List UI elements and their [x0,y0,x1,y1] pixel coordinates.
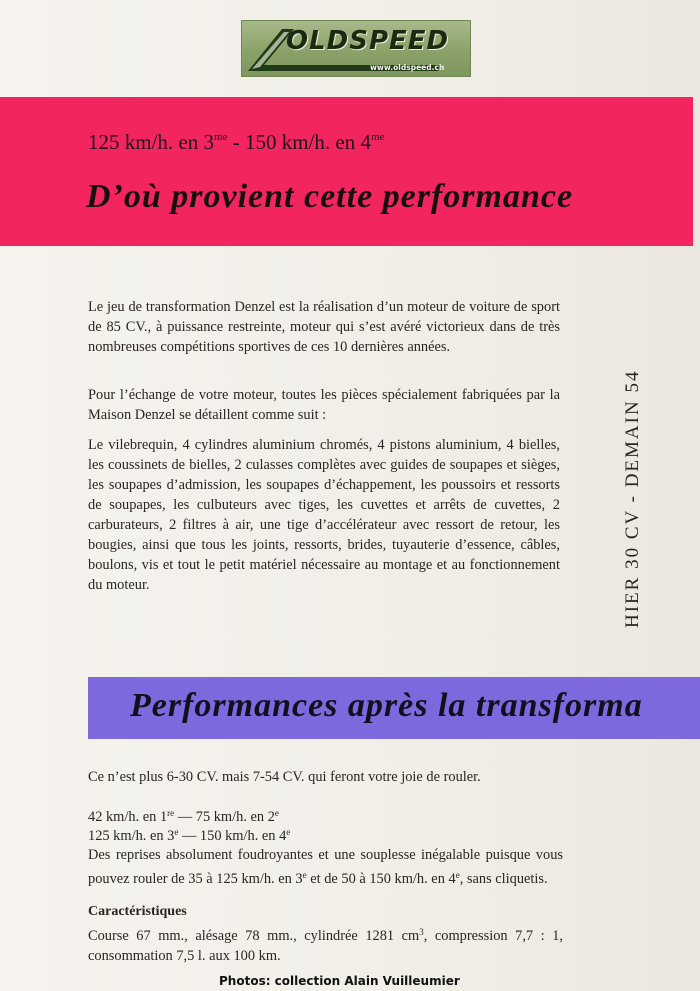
top-banner [0,97,693,246]
speed-subhead: 125 km/h. en $3^{me} - 150$ km/h. en $4^{me}$ [88,130,385,154]
reprises-paragraph: Des reprises absolument foudroyantes et une souplesse inégalable puisque vous pouvez rouler de 35 à 125 km/h. en 3e et de 50 à 150 km/h. en 4e, sans cliquetis. [88,847,563,887]
parts-list-paragraph: Le vilebrequin, 4 cylindres aluminium chromés, 4 pistons aluminium, 4 bielles, les coussinets de bielles, 2 culasses complètes avec guides de soupapes et sièges, les soupapes d’admission, les soupapes d’échappement, les poussoirs et ressorts de soupapes, les culbuteurs avec tiges, les cuvettes et arrêts de cuvettes, 2 carburateurs, 2 filtres à air, une tige d’accélérateur avec ressort de retour, les bougies, ainsi que tous les joints, ressorts, brides, tuyauterie d’essence, câbles, boulons, vis et tout le petit matériel nécessaire au montage et au fonctionnement du moteur. [88,437,560,593]
logo-wordmark: OLDSPEED [286,26,450,56]
performance-title: Performances après la transforma [130,687,643,724]
performance-banner [88,677,700,739]
page-headline: D’où provient cette performance [86,178,574,215]
photo-credit: Photos: collection Alain Vuilleumier [219,974,460,988]
speed-line-1: 42 km/h. en 1re — 75 km/h. en 2e [88,808,279,825]
characteristics-heading: Caractéristiques [88,904,187,919]
side-label: HIER 30 CV - DEMAIN 54 [622,369,643,628]
characteristics-paragraph: Course 67 mm., alésage 78 mm., cylindrée 1281 $cm^3$, compression 7,7 : 1, consommation 7,5 l. aux 100 km. [88,927,563,964]
logo-url[interactable]: www.oldspeed.ch [370,63,445,72]
intro-paragraph-1: Le jeu de transformation Denzel est la réalisation d’un moteur de voiture de sport de 85 CV., à puissance restreinte, moteur qui s’est avéré victorieux dans de très nombreuses compétitions sportives de ces 10 dernières années. [88,299,560,355]
intro-paragraph-2: Pour l’échange de votre moteur, toutes les pièces spécialement fabriquées par la Maison Denzel se détaillent comme suit : [88,387,560,423]
speed-line-2: 125 km/h. en 3e — 150 km/h. en 4e [88,827,291,844]
performance-intro: Ce n’est plus 6-30 CV. mais 7-54 CV. qui feront votre joie de rouler. [88,769,481,785]
